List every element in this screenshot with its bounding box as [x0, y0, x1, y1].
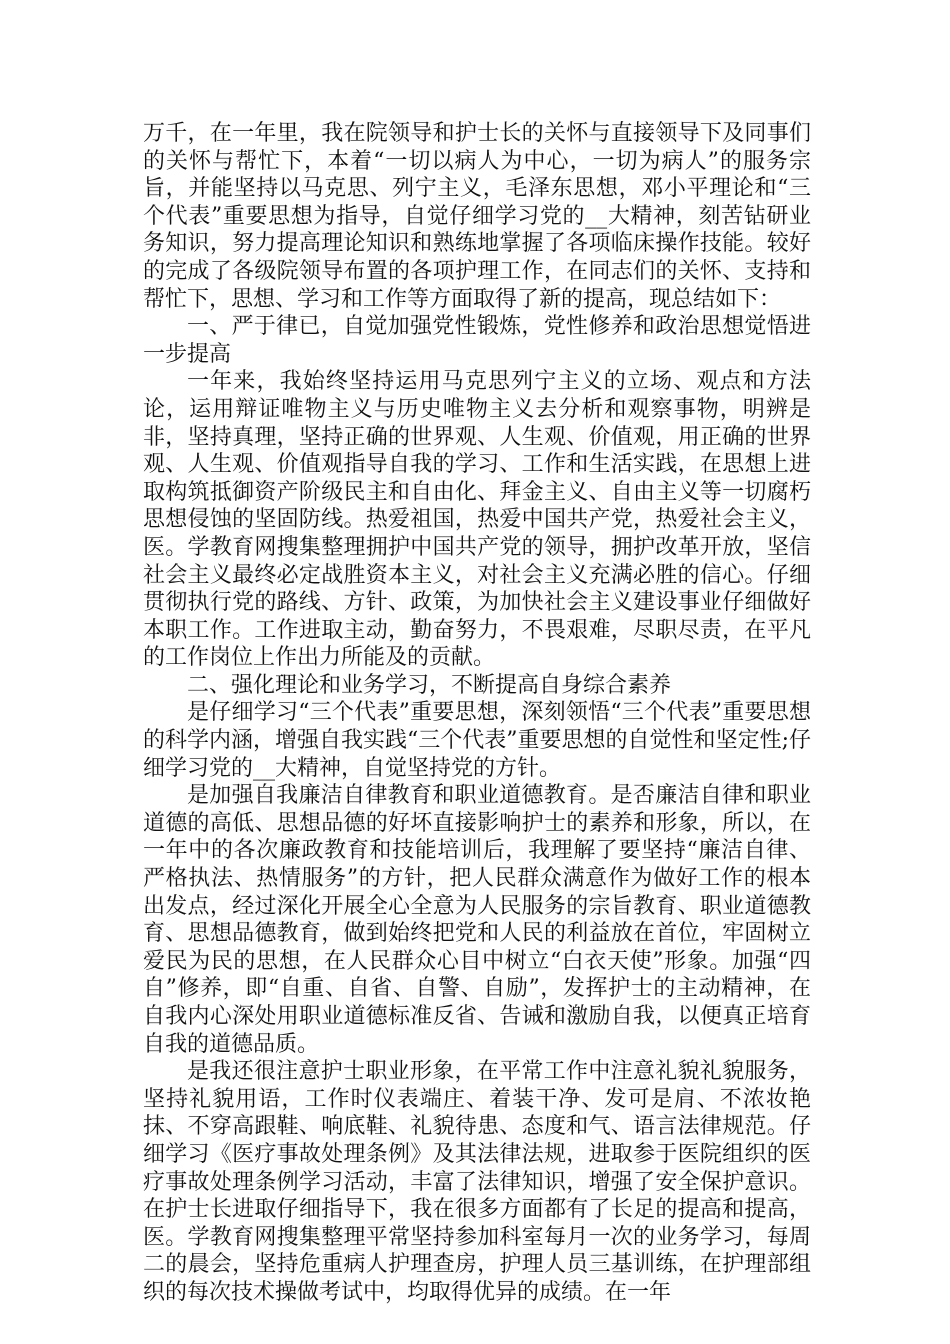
paragraph-section-1: 一年来，我始终坚持运用马克思列宁主义的立场、观点和方法论，运用辩证唯物主义与历史唯物主义去分析和观察事物，明辨是非，坚持真理，坚持正确的世界观、人生观、价值观，用正确的世界观、人生观、价值观指导自我的学习、工作和生活实践，在思想上进取构筑抵御资产阶级民主和自由化、拜金主义、自由主义等一切腐朽思想侵蚀的坚固防线。热爱祖国，热爱中国共产党，热爱社会主义，医。学教育网搜集整理拥护中国共产党的领导，拥护改革开放，坚信社会主义最终必定战胜资本主义，对社会主义充满必胜的信心。仔细贯彻执行党的路线、方针、政策，为加快社会主义建设事业仔细做好本职工作。工作进取主动，勤奋努力，不畏艰难，尽职尽责，在平凡的工作岗位上作出力所能及的贡献。	[143, 369, 811, 671]
section-heading-2: 二、强化理论和业务学习，不断提高自身综合素养	[187, 672, 672, 698]
section-heading-1: 一、严于律已，自觉加强党性锻炼，党性修养和政治思想觉悟进一步提高	[143, 314, 811, 367]
paragraph-ethics: 是加强自我廉洁自律教育和职业道德教育。是否廉洁自律和职业道德的高低、思想品德的好坏直接影响护士的素养和形象，所以，在一年中的各次廉政教育和技能培训后，我理解了要坚持“廉洁自律、严格执法、热情服务”的方针，把人民群众满意作为做好工作的根本出发点，经过深化开展全心全意为人民服务的宗旨教育、职业道德教育、思想品德教育，做到始终把党和人民的利益放在首位，牢固树立爱民为民的思想，在人民群众心目中树立“白衣天使”形象。加强“四自”修养，即“自重、自省、自警、自励”，发挥护士的主动精神，在自我内心深处用职业道德标准反省、告诫和激励自我，以便真正培育自我的道德品质。	[143, 783, 811, 1057]
paragraph-image: 是我还很注意护士职业形象，在平常工作中注意礼貌礼貌服务，坚持礼貌用语，工作时仪表端庄、着装干净、发可是肩、不浓妆艳抹、不穿高跟鞋、响底鞋、礼貌待患、态度和气、语言法律规范。仔细学习《医疗事故处理条例》及其法律法规，进取参于医院组织的医疗事故处理条例学习活动，丰富了法律知识，增强了安全保护意识。在护士长进取仔细指导下，我在很多方面都有了长足的提高和提高，医。学教育网搜集整理平常坚持参加科室每月一次的业务学习，每周二的晨会，坚持危重病人护理查房，护理人员三基训练，在护理部组织的每次技术操做考试中，均取得优异的成绩。在一年	[143, 1059, 811, 1305]
document-body	[143, 120, 811, 1307]
paragraph-study: 是仔细学习“三个代表”重要思想，深刻领悟“三个代表”重要思想的科学内涵，增强自我实践“三个代表”重要思想的自觉性和坚定性;仔细学习党的__大精神，自觉坚持党的方针。	[143, 700, 811, 781]
paragraph-intro: 万千，在一年里，我在院领导和护士长的关怀与直接领导下及同事们的关怀与帮忙下，本着“一切以病人为中心，一切为病人”的服务宗旨，并能坚持以马克思、列宁主义，毛泽东思想，邓小平理论和“三个代表”重要思想为指导，自觉仔细学习党的__大精神，刻苦钻研业务知识，努力提高理论知识和熟练地掌握了各项临床操作技能。较好的完成了各级院领导布置的各项护理工作，在同志们的关怀、支持和帮忙下，思想、学习和工作等方面取得了新的提高，现总结如下：	[143, 121, 811, 312]
